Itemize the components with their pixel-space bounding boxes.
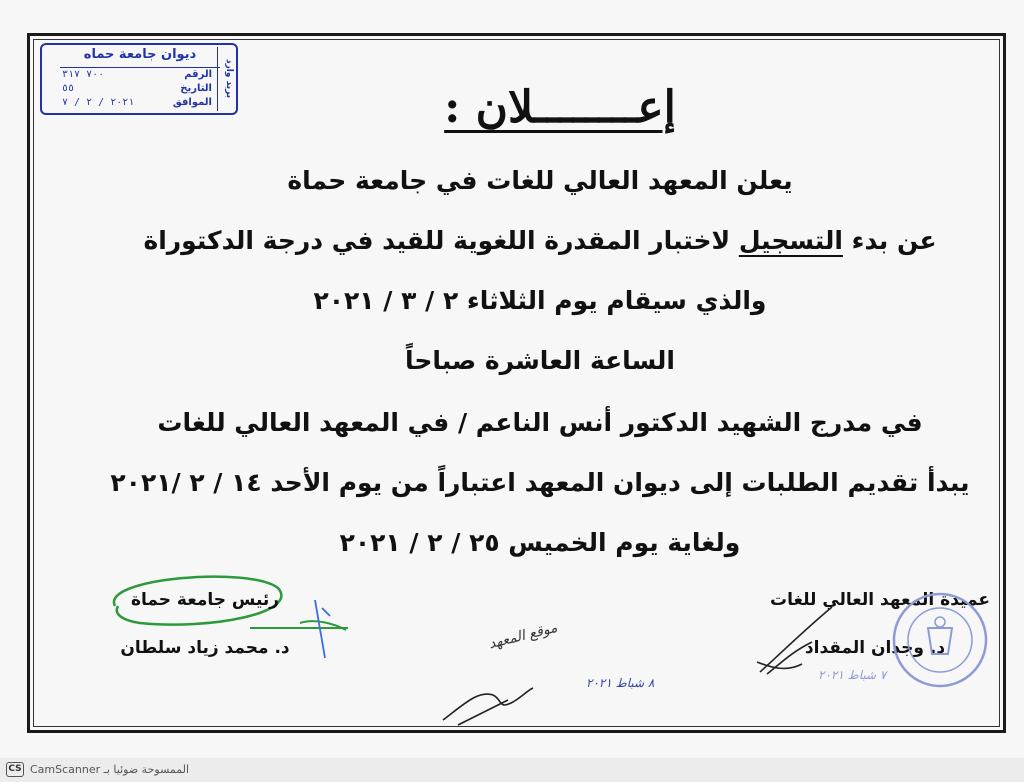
body-line-2-post: لاختبار المقدرة اللغوية للقيد في درجة الدكتوراة	[143, 226, 739, 255]
right-signatory-name: د. وجدان المقداد	[804, 638, 946, 658]
stamp-date-label: التاريخ	[180, 83, 212, 94]
left-signatory-name: د. محمد زياد سلطان	[120, 638, 290, 658]
left-signatory-title: رئيس جامعة حماة	[130, 590, 280, 610]
incoming-mail-stamp	[40, 43, 238, 115]
body-line-6: يبدأ تقديم الطلبات إلى ديوان المعهد اعتباراً من يوم الأحد ١٤ / ٢ /٢٠٢١	[110, 468, 970, 497]
handwritten-date-right: ٧ شباط ٢٠٢١	[818, 668, 887, 682]
green-signature-mark	[100, 568, 350, 688]
stamp-ref-row	[62, 69, 212, 83]
body-line-5: في مدرج الشهيد الدكتور أنس الناعم / في المعهد العالي للغات	[157, 408, 923, 437]
right-signatory-title: عميدة المعهد العالي للغات	[770, 590, 990, 610]
stamp-date-row	[62, 83, 212, 97]
body-line-2	[100, 226, 980, 276]
stamp-title: ديوان جامعة حماه	[60, 47, 220, 68]
camscanner-watermark: الممسوحة ضوئيا بـ CamScanner	[30, 763, 190, 776]
body-line-2-pre: عن بدء	[842, 226, 937, 255]
stamp-ref-value: ٧٠٠ ٣١٧	[62, 69, 105, 80]
stamp-date-value: ٥٥	[62, 83, 75, 94]
middle-signature-scribble	[438, 680, 538, 730]
body-line-7: ولغاية يوم الخميس ٢٥ / ٢ / ٢٠٢١	[339, 528, 741, 557]
scan-footer	[0, 758, 1024, 782]
body-line-1: يعلن المعهد العالي للغات في جامعة حماة	[287, 166, 793, 195]
stamp-registry-label: الموافق	[172, 97, 212, 108]
camscanner-logo-icon: CS	[6, 762, 24, 777]
stamp-registry-value: ٢٠٢١ / ٢ / ٧	[62, 97, 135, 108]
body-line-2-underlined: التسجيل	[738, 226, 843, 255]
stamp-ref-label: الرقم	[184, 69, 212, 80]
body-line-3: والذي سيقام يوم الثلاثاء ٢ / ٣ / ٢٠٢١	[313, 286, 767, 315]
stamp-registry-row	[62, 97, 212, 111]
announcement-heading: إعــــــــلان :	[444, 82, 676, 133]
handwritten-note: موقع المعهد	[487, 619, 560, 653]
stamp-side-label: بريد وارد	[217, 47, 234, 111]
body-line-4: الساعة العاشرة صباحاً	[405, 346, 675, 375]
institute-seal	[890, 588, 990, 693]
handwritten-date-middle: ٨ شباط ٢٠٢١	[586, 676, 655, 690]
